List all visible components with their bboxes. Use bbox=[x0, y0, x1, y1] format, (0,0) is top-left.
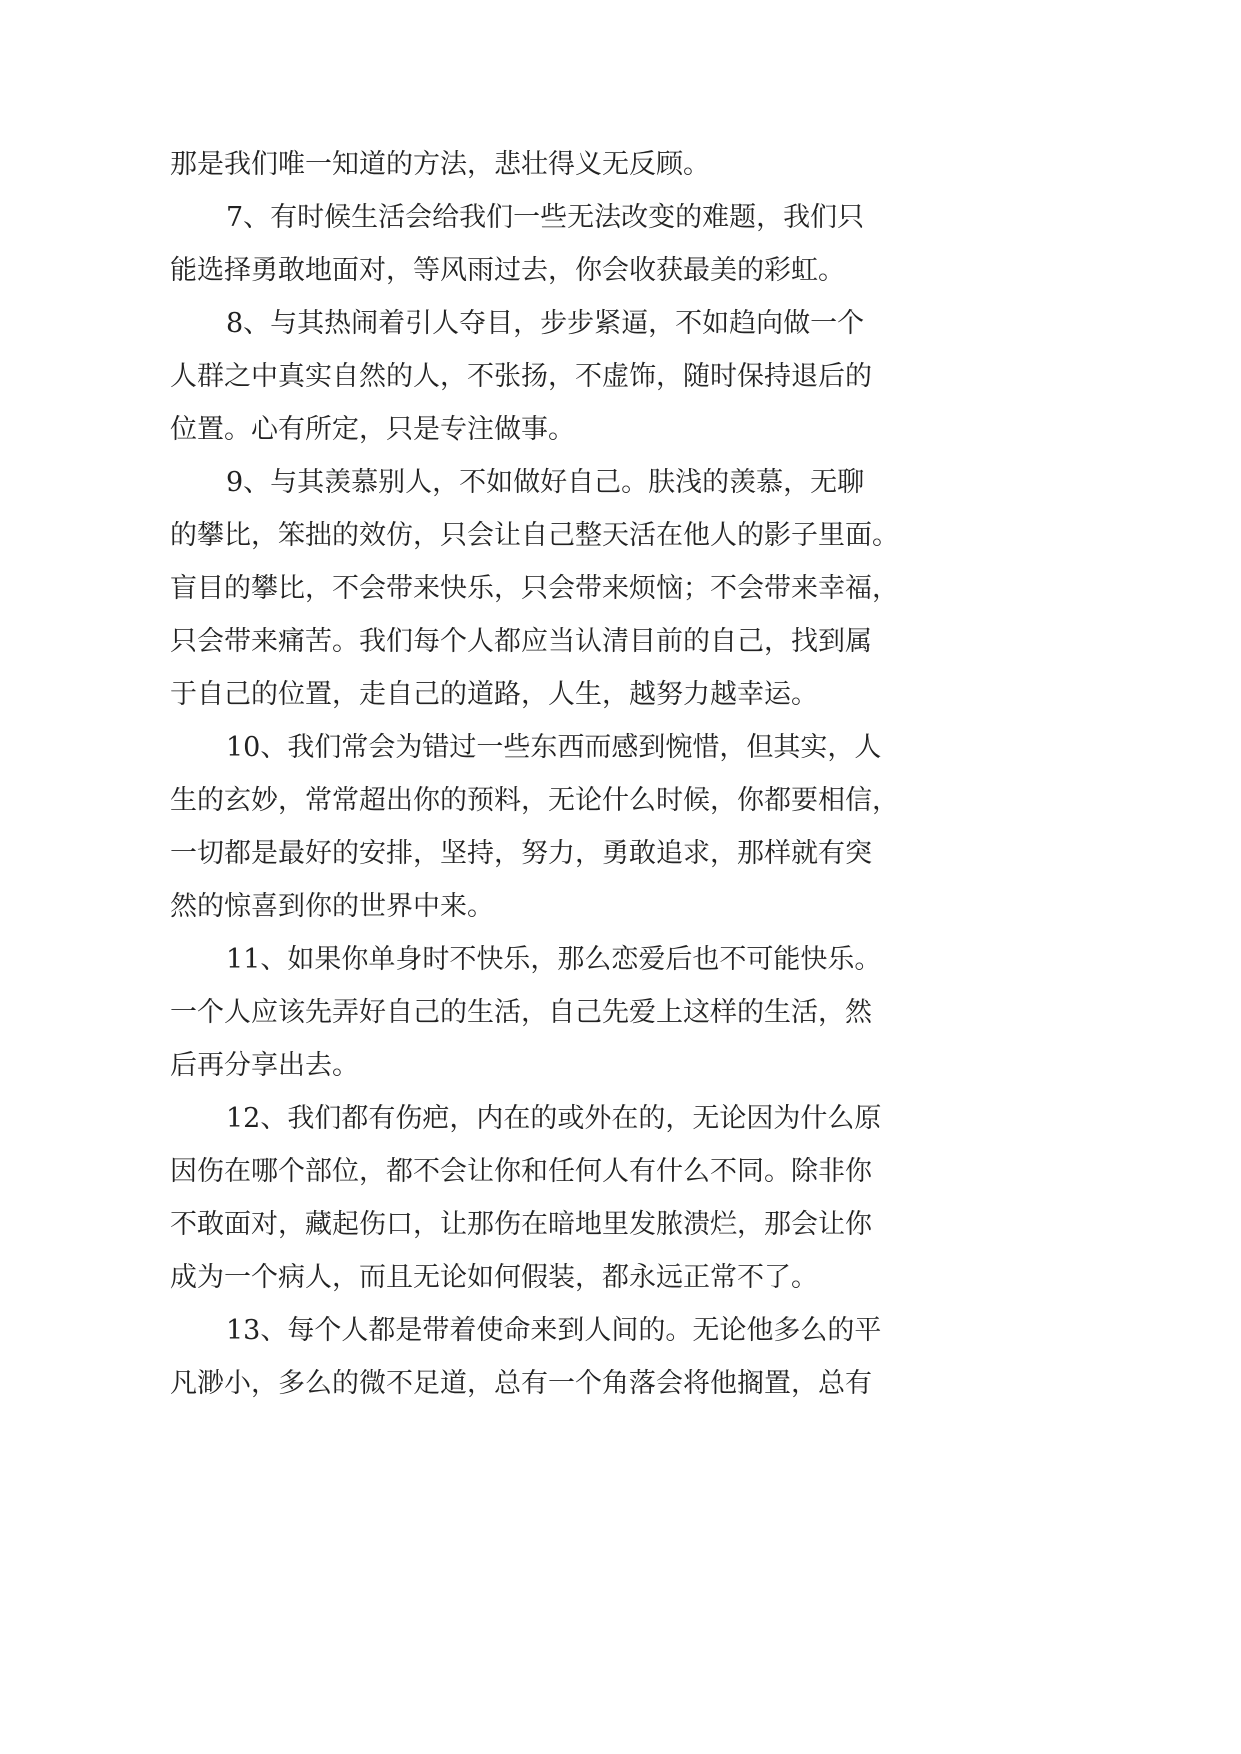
text-line: 生的玄妙，常常超出你的预料，无论什么时候，你都要相信， bbox=[170, 785, 899, 816]
text-line: 盲目的攀比，不会带来快乐，只会带来烦恼；不会带来幸福， bbox=[170, 573, 899, 604]
text-line: 人群之中真实自然的人，不张扬，不虚饰，随时保持退后的 bbox=[170, 361, 872, 392]
text-line: 成为一个病人，而且无论如何假装，都永远正常不了。 bbox=[170, 1262, 818, 1293]
text-line: 的攀比，笨拙的效仿，只会让自己整天活在他人的影子里面。 bbox=[170, 520, 899, 551]
text-line: 那是我们唯一知道的方法，悲壮得义无反顾。 bbox=[170, 149, 710, 180]
text-line: 一切都是最好的安排，坚持，努力，勇敢追求，那样就有突 bbox=[170, 838, 872, 869]
text-line: 只会带来痛苦。我们每个人都应当认清目前的自己，找到属 bbox=[170, 626, 872, 657]
text-line: 8、与其热闹着引人夺目，步步紧逼，不如趋向做一个 bbox=[226, 308, 865, 339]
text-line: 10、我们常会为错过一些东西而感到惋惜，但其实，人 bbox=[226, 732, 882, 763]
text-line: 能选择勇敢地面对，等风雨过去，你会收获最美的彩虹。 bbox=[170, 255, 845, 286]
text-line: 后再分享出去。 bbox=[170, 1050, 359, 1081]
text-line: 因伤在哪个部位，都不会让你和任何人有什么不同。除非你 bbox=[170, 1156, 872, 1187]
text-line: 然的惊喜到你的世界中来。 bbox=[170, 891, 494, 922]
text-line: 7、有时候生活会给我们一些无法改变的难题，我们只 bbox=[226, 202, 865, 233]
text-line: 不敢面对，藏起伤口，让那伤在暗地里发脓溃烂，那会让你 bbox=[170, 1209, 872, 1240]
text-line: 13、每个人都是带着使命来到人间的。无论他多么的平 bbox=[226, 1315, 882, 1346]
text-line: 11、如果你单身时不快乐，那么恋爱后也不可能快乐。 bbox=[226, 944, 882, 975]
text-line: 12、我们都有伤疤，内在的或外在的，无论因为什么原 bbox=[226, 1103, 882, 1134]
text-line: 凡渺小，多么的微不足道，总有一个角落会将他搁置，总有 bbox=[170, 1368, 872, 1399]
text-line: 位置。心有所定，只是专注做事。 bbox=[170, 414, 575, 445]
text-line: 于自己的位置，走自己的道路，人生，越努力越幸运。 bbox=[170, 679, 818, 710]
text-line: 9、与其羡慕别人，不如做好自己。肤浅的羡慕，无聊 bbox=[226, 467, 865, 498]
text-line: 一个人应该先弄好自己的生活，自己先爱上这样的生活，然 bbox=[170, 997, 872, 1028]
